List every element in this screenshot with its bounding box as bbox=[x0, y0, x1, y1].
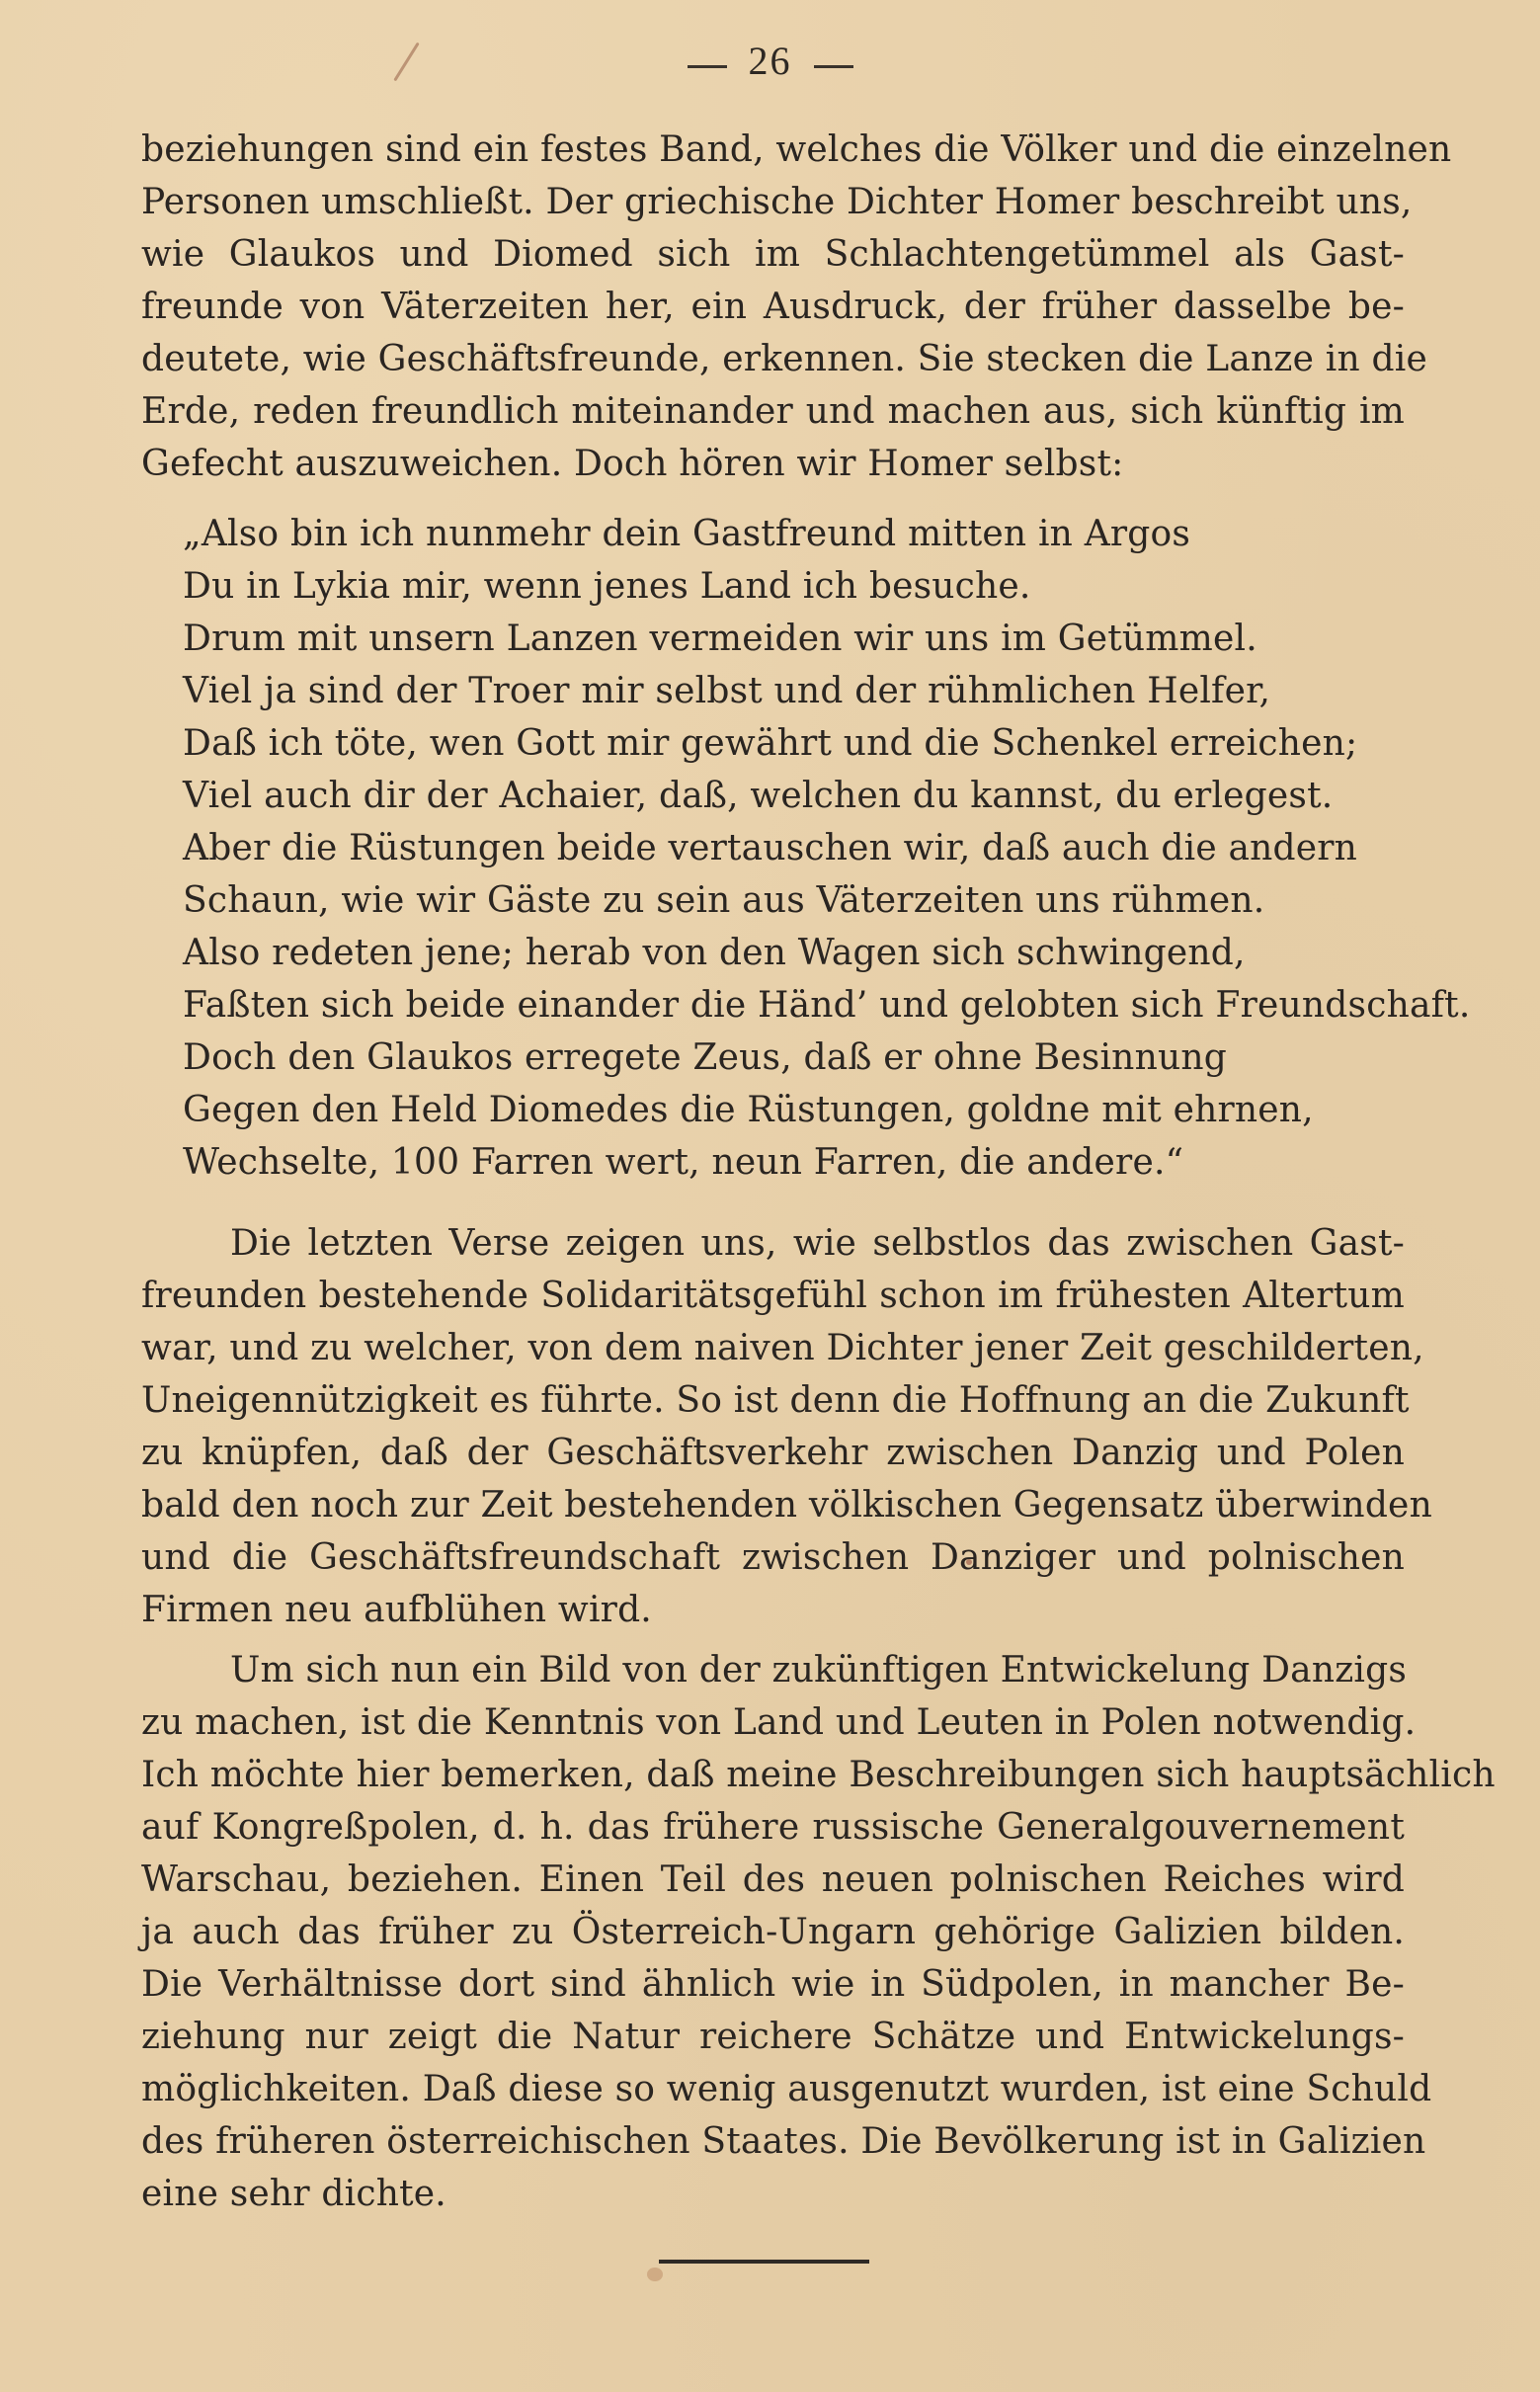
verse-line: Schaun, wie wir Gäste zu sein aus Väterzeiten uns rühmen. bbox=[183, 880, 1265, 921]
text-line: zu machen, ist die Kenntnis von Land und Leuten in Polen notwendig. bbox=[141, 1702, 1417, 1743]
verse-line: Aber die Rüstungen beide vertauschen wir, daß auch die andern bbox=[183, 828, 1358, 868]
section-end-rule bbox=[659, 2260, 869, 2264]
verse-line: Viel auch dir der Achaier, daß, welchen du kannst, du erlegest. bbox=[183, 776, 1334, 816]
paragraph-3 bbox=[141, 1644, 1496, 2220]
text-line: eine sehr dichte. bbox=[141, 2174, 446, 2214]
text-line: Warschau, beziehen. Einen Teil des neuen polnischen Reiches wird bbox=[141, 1859, 1405, 1900]
text-line: des früheren österreichischen Staates. Die Bevölkerung ist in Galizien bbox=[141, 2121, 1426, 2162]
text-line: Erde, reden freundlich miteinander und machen aus, sich künftig im bbox=[141, 391, 1405, 432]
text-line: Um sich nun ein Bild von der zukünftigen Entwickelung Danzigs bbox=[230, 1650, 1408, 1691]
text-line: ja auch das früher zu Österreich-Ungarn gehörige Galizien bilden. bbox=[141, 1912, 1405, 1952]
text-line: Uneigennützigkeit es führte. So ist denn die Hoffnung an die Zukunft bbox=[141, 1380, 1410, 1421]
verse-line: Also redeten jene; herab von den Wagen sich schwingend, bbox=[183, 933, 1246, 973]
text-line: Gefecht auszuweichen. Doch hören wir Homer selbst: bbox=[141, 444, 1124, 484]
verse-line: Daß ich töte, wen Gott mir gewährt und die Schenkel erreichen; bbox=[183, 723, 1358, 764]
text-line: wie Glaukos und Diomed sich im Schlachtengetümmel als Gast- bbox=[141, 234, 1405, 275]
text-line: auf Kongreßpolen, d. h. das frühere russische Generalgouvernement bbox=[141, 1807, 1405, 1848]
text-line: deutete, wie Geschäftsfreunde, erkennen. Sie stecken die Lanze in die bbox=[141, 339, 1427, 379]
text-line: freunde von Väterzeiten her, ein Ausdruck, der früher dasselbe be- bbox=[141, 287, 1405, 327]
text-line: bald den noch zur Zeit bestehenden völkischen Gegensatz überwinden bbox=[141, 1485, 1432, 1526]
page-number-dash-left bbox=[688, 65, 727, 68]
verse-line: Doch den Glaukos erregete Zeus, daß er ohne Besinnung bbox=[183, 1037, 1227, 1078]
page-number bbox=[0, 38, 1540, 84]
page-number-value: 26 bbox=[748, 39, 792, 83]
text-line: beziehungen sind ein festes Band, welches die Völker und die einzelnen bbox=[141, 129, 1452, 170]
verse-line: Wechselte, 100 Farren wert, neun Farren, die andere.“ bbox=[183, 1142, 1184, 1183]
text-line: war, und zu welcher, von dem naiven Dichter jener Zeit geschilderten, bbox=[141, 1328, 1424, 1368]
text-line: zu knüpfen, daß der Geschäftsverkehr zwischen Danzig und Polen bbox=[141, 1433, 1405, 1473]
paragraph-1 bbox=[141, 124, 1452, 490]
text-line: freunden bestehende Solidaritätsgefühl schon im frühesten Altertum bbox=[141, 1276, 1405, 1316]
paragraph-2 bbox=[141, 1217, 1432, 1636]
text-line: Die letzten Verse zeigen uns, wie selbstlos das zwischen Gast- bbox=[230, 1223, 1405, 1264]
text-line: Firmen neu aufblühen wird. bbox=[141, 1590, 652, 1630]
verse-line: Du in Lykia mir, wenn jenes Land ich besuche. bbox=[183, 566, 1031, 607]
paper-stain bbox=[647, 2268, 663, 2281]
verse-quotation bbox=[183, 508, 1471, 1189]
text-line: Ich möchte hier bemerken, daß meine Beschreibungen sich hauptsächlich bbox=[141, 1755, 1496, 1795]
text-line: Personen umschließt. Der griechische Dichter Homer beschreibt uns, bbox=[141, 182, 1413, 222]
verse-line: Gegen den Held Diomedes die Rüstungen, goldne mit ehrnen, bbox=[183, 1090, 1314, 1130]
verse-line: Drum mit unsern Lanzen vermeiden wir uns im Getümmel. bbox=[183, 619, 1257, 659]
text-line: möglichkeiten. Daß diese so wenig ausgenutzt wurden, ist eine Schuld bbox=[141, 2069, 1432, 2109]
text-line: und die Geschäftsfreundschaft zwischen Danziger und polnischen bbox=[141, 1537, 1405, 1578]
verse-line: Faßten sich beide einander die Händ’ und gelobten sich Freundschaft. bbox=[183, 985, 1471, 1026]
verse-line: Viel ja sind der Troer mir selbst und der rühmlichen Helfer, bbox=[183, 671, 1271, 711]
text-line: ziehung nur zeigt die Natur reichere Schätze und Entwickelungs- bbox=[141, 2017, 1405, 2057]
page-number-dash-right bbox=[814, 65, 853, 68]
verse-line: „Also bin ich nunmehr dein Gastfreund mitten in Argos bbox=[183, 514, 1191, 554]
text-line: Die Verhältnisse dort sind ähnlich wie in Südpolen, in mancher Be- bbox=[141, 1964, 1405, 2005]
